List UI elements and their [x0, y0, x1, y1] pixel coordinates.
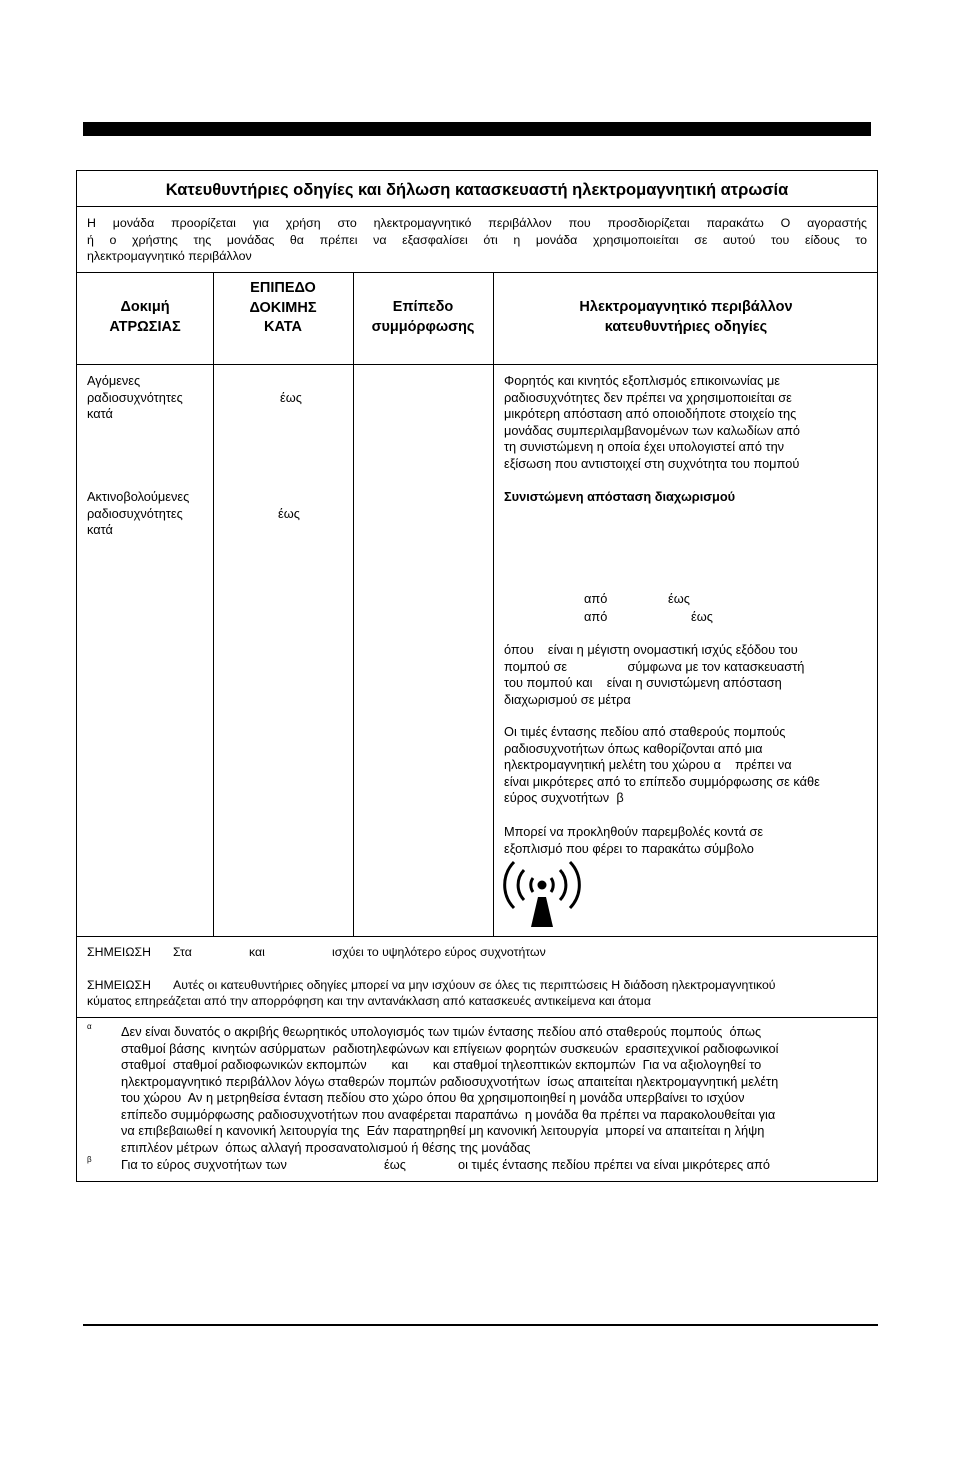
range-2-from: από	[584, 609, 608, 624]
range-1-to: έως	[668, 591, 690, 606]
footnote-line: σταθμοί βάσης κινητών ασύρματων ραδιοτηλεφώνων και επίγειων φορητών συσκευών ερασιτεχνικοί ραδιοφωνικοί	[121, 1040, 779, 1056]
header-test	[77, 298, 213, 337]
header-environment	[493, 298, 879, 337]
footnote-line: ηλεκτρομαγνητικό περιβάλλον λόγω σταθερών πομπών ραδιοσυχνοτήτων ίσως απαιτείται ηλεκτρομαγνητική μελέτη	[121, 1073, 779, 1089]
cell-line: Μπορεί να προκληθούν παρεμβολές κοντά σε	[504, 824, 764, 839]
cell-line: τη συνιστώμενη η οποία έχει υπολογιστεί από την	[504, 439, 785, 455]
cell-line: Αγόμενες	[87, 373, 141, 388]
footnote-b-marker: β	[87, 1155, 92, 1164]
footnote-line: επίπεδο συμμόρφωσης ραδιοσυχνοτήτων που αναφέρεται παραπάνω η μονάδα θα πρέπει να παρακολουθείται για	[121, 1106, 776, 1122]
footnote-b-start: Για το εύρος συχνοτήτων των	[121, 1157, 287, 1172]
note-1-end: ισχύει το υψηλότερο εύρος συχνοτήτων	[332, 945, 546, 959]
conducted-test	[87, 373, 211, 423]
intro-line: ή ο χρήστης της μονάδας θα πρέπει να εξασφαλίσει ότι η μονάδα χρησιμοποιείται σε αυτού του είδους το	[87, 233, 867, 247]
col-divider	[213, 272, 214, 936]
cell-line: Οι τιμές έντασης πεδίου από σταθερούς πομπούς	[504, 724, 786, 739]
intro-line: Η μονάδα προορίζεται για χρήση στο ηλεκτρομαγνητικό περιβάλλον που προσδιορίζεται παρακάτω Ο αγοραστής	[87, 216, 867, 230]
cell-line: μονάδας συμπεριλαμβανομένων των καλωδίων από	[504, 422, 801, 438]
rule	[77, 272, 877, 273]
range-2-to: έως	[691, 609, 713, 624]
footnote-a-marker: α	[87, 1022, 92, 1031]
footnote-b-end: οι τιμές έντασης πεδίου πρέπει να είναι μικρότερες από	[458, 1157, 770, 1172]
header-line: Δοκιμή	[120, 299, 170, 315]
note-1-label: ΣΗΜΕΙΩΣΗ	[87, 945, 152, 959]
footnote-b-to: έως	[384, 1157, 406, 1172]
cell-line: του πομπού και είναι η συνιστώμενη απόσταση	[504, 675, 782, 691]
cell-line: κατά	[87, 406, 113, 422]
cell-line: εξοπλισμό που φέρει το παρακάτω σύμβολο	[504, 840, 754, 856]
cell-line: είναι μικρότερες από το επίπεδο συμμόρφωσης σε κάθε	[504, 773, 820, 789]
footer-rule	[83, 1324, 878, 1326]
footnote-line: του χώρου Αν η μετρηθείσα ένταση πεδίου στο χώρο όπου θα χρησιμοποιηθεί η μονάδα υπερβαίνει το ισχύον	[121, 1090, 745, 1105]
footnote-line: επιπλέον μέτρων όπως αλλαγή προσανατολισμού ή θέσης της μονάδας	[121, 1139, 531, 1155]
header-line: Ηλεκτρομαγνητικό περιβάλλον	[579, 299, 793, 315]
rule	[77, 364, 877, 365]
cell-line: εξίσωση που αντιστοιχεί στη συχνότητα του πομπού	[504, 455, 800, 471]
intro-line-last: ηλεκτρομαγνητικό περιβάλλον	[87, 249, 252, 263]
cell-line: Ακτινοβολούμενες	[87, 489, 190, 504]
cell-line: ραδιοσυχνότητες δεν πρέπει να χρησιμοποιείται σε	[504, 389, 792, 405]
col-divider	[353, 272, 354, 936]
env-paragraph-2	[504, 642, 874, 708]
header-line: ΔΟΚΙΜΗΣ	[249, 299, 317, 316]
env-paragraph-3	[504, 724, 874, 807]
cell-line: ραδιοσυχνότητες	[87, 389, 183, 405]
env-paragraph-4	[504, 824, 874, 857]
cell-line: διαχωρισμού σε μέτρα	[504, 691, 631, 707]
cell-line: εύρος συχνοτήτων β	[504, 790, 624, 806]
cell-line: ραδιοσυχνοτήτων όπως καθορίζονται από μια	[504, 740, 763, 756]
header-line: Επίπεδο	[392, 299, 454, 315]
cell-line: ραδιοσυχνότητες	[87, 505, 183, 521]
header-line: ΚΑΤΑ	[264, 319, 302, 335]
note-1-and: και	[249, 945, 265, 959]
col-divider	[493, 272, 494, 936]
env-paragraph-1	[504, 373, 874, 473]
header-test-level	[213, 279, 353, 338]
header-line: κατευθυντήριες οδηγίες	[604, 318, 768, 335]
non-ionizing-radiation-icon	[502, 857, 582, 929]
note-2-label: ΣΗΜΕΙΩΣΗ	[87, 978, 152, 992]
separation-distance-title: Συνιστώμενη απόσταση διαχωρισμού	[504, 489, 736, 504]
footnote-line: σταθμοί σταθμοί ραδιοφωνικών εκπομπών και και σταθμοί τηλεοπτικών εκπομπών Για να αξιολογηθεί το	[121, 1057, 762, 1072]
header-bar	[83, 122, 871, 136]
header-line: συμμόρφωσης	[371, 318, 475, 335]
cell-line: Φορητός και κινητός εξοπλισμός επικοινωνίας με	[504, 373, 780, 388]
rule	[77, 1017, 877, 1018]
header-line: ΕΠΙΠΕΔΟ	[250, 280, 316, 296]
header-line: ΑΤΡΩΣΙΑΣ	[109, 318, 181, 335]
conducted-level: έως	[280, 390, 302, 405]
rule	[77, 206, 877, 207]
footnote-line: Δεν είναι δυνατός ο ακριβής θεωρητικός υπολογισμός των τιμών έντασης πεδίου από σταθερούς πομπούς όπως	[121, 1024, 762, 1039]
emc-immunity-table	[76, 170, 878, 1182]
radiated-level: έως	[278, 506, 300, 521]
intro-text	[87, 215, 867, 249]
cell-line: ηλεκτρομαγνητική μελέτη του χώρου α πρέπει να	[504, 757, 792, 773]
note-1-start: Στα	[173, 945, 192, 959]
cell-line: κατά	[87, 522, 113, 538]
cell-line: πομπού σε σύμφωνα με τον κατασκευαστή	[504, 658, 805, 674]
radiated-test	[87, 489, 211, 539]
table-title: Κατευθυντήριες οδηγίες και δήλωση κατασκευαστή ηλεκτρομαγνητική ατρωσία	[165, 181, 789, 199]
note-2-line: κύματος επηρεάζεται από την απορρόφηση και την αντανάκλαση από κατασκευές αντικείμενα και άτομα	[87, 994, 651, 1008]
note-2-line: Αυτές οι κατευθυντήριες οδηγίες μπορεί να μην ισχύουν σε όλες τις περιπτώσεις Η διάδοση ηλεκτρομαγνητικού	[173, 978, 776, 992]
range-1-from: από	[584, 591, 608, 606]
header-compliance	[353, 298, 493, 337]
cell-line: μικρότερη απόσταση από οποιοδήποτε στοιχείο της	[504, 406, 797, 422]
rule	[77, 936, 877, 937]
footnote-line: να επιβεβαιωθεί η κανονική λειτουργία της Εάν παρατηρηθεί μη κανονική λειτουργία μπορεί να απαιτείται η λήψη	[121, 1123, 765, 1138]
cell-line: όπου είναι η μέγιστη ονομαστική ισχύς εξόδου του	[504, 642, 798, 657]
footnote-a	[121, 1024, 873, 1156]
